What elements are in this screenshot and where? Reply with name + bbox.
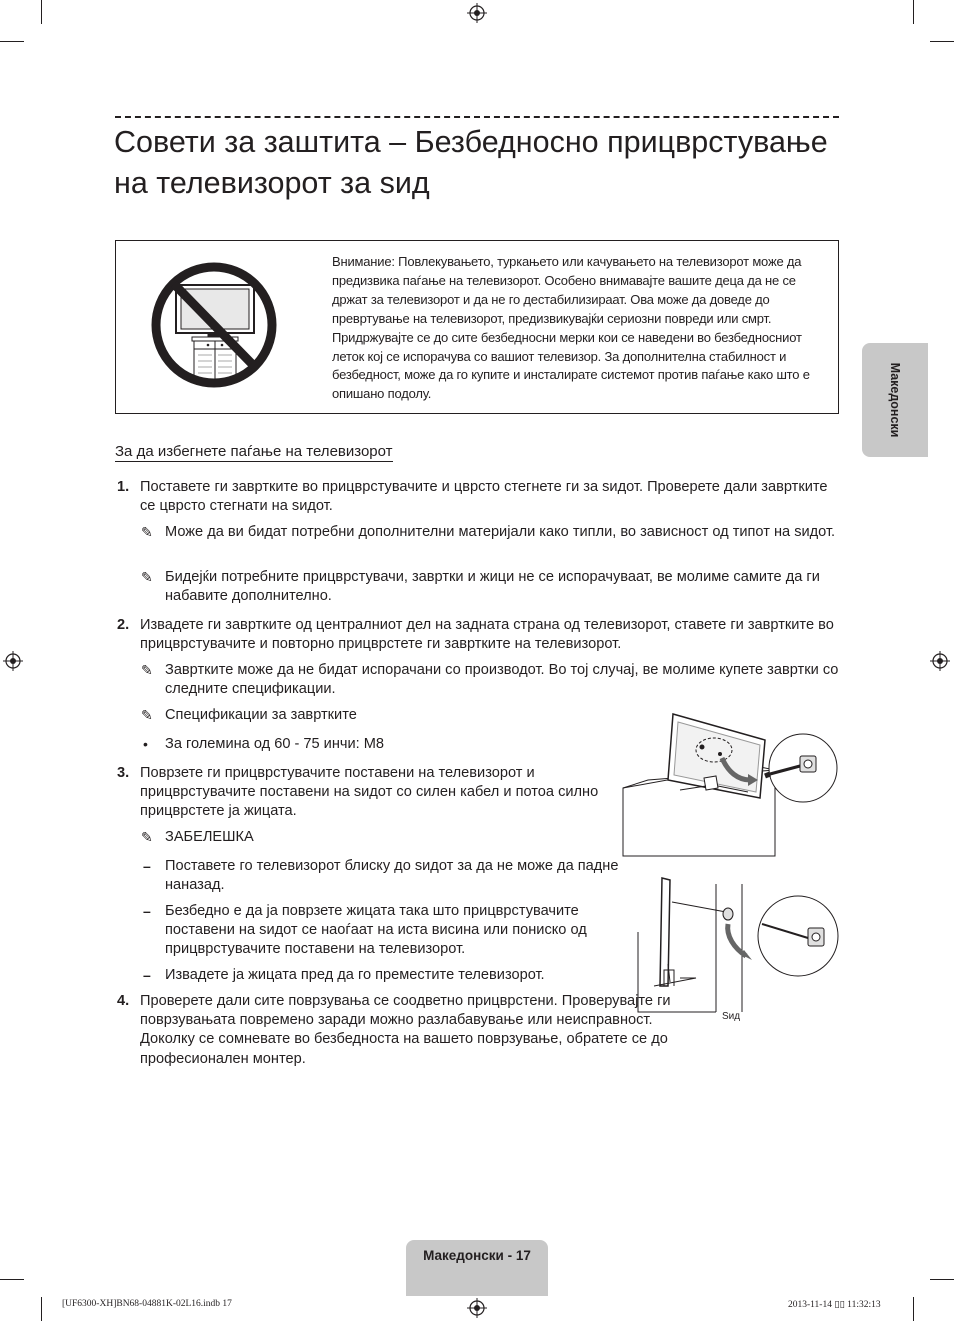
crop-mark — [913, 1297, 914, 1321]
bullet-text: За големина од 60 - 75 инчи: M8 — [165, 736, 385, 752]
dash-text: Поставете го телевизорот блиску до ѕидот за да не може да падне наназад. — [165, 858, 619, 894]
warning-box — [115, 240, 839, 414]
note-pencil-icon: ✎ — [141, 524, 153, 540]
note-text: Спецификации за завртките — [165, 707, 357, 723]
crop-mark — [41, 0, 42, 24]
registration-mark-icon — [467, 1298, 487, 1318]
step-text: Проверете дали сите поврзувања се соодветно прицврстени. Проверувајте ги поврзувањата повремено заради можно разлабавување или неисправност. Доколку се сомневате во безбедноста на вашето поврзување, обратете се до професионален монтер. — [140, 993, 671, 1067]
print-slug-left: [UF6300-XH]BN68-04881K-02L16.indb 17 — [62, 1299, 232, 1309]
crop-mark — [913, 0, 914, 24]
title-dashed-rule — [115, 116, 839, 118]
wall-label: Ѕид — [722, 1011, 741, 1022]
language-side-tab-label: Македонски — [888, 362, 902, 438]
page-footer-tab — [406, 1240, 548, 1296]
crop-mark — [0, 1279, 24, 1280]
step-number: 2. — [117, 617, 130, 633]
language-side-tab — [862, 343, 928, 457]
registration-mark-icon — [930, 651, 950, 671]
print-slug-right: 2013-11-14 ▯▯ 11:32:13 — [788, 1300, 881, 1310]
step-text: Поставете ги завртките во прицврстувачите и цврсто стегнете ги за ѕидот. Проверете дали завртките се цврсто стегнати на ѕидот. — [140, 479, 828, 515]
tv-wall-side-illustration — [634, 874, 844, 1014]
no-climbing-tv-icon — [150, 259, 280, 391]
note-pencil-icon: ✎ — [141, 569, 153, 585]
note-text: Завртките може да не бидат испорачани со производот. Во тој случај, ве молиме купете завртки со следните спецификации. — [165, 662, 839, 698]
dash-icon: – — [143, 858, 151, 874]
note-pencil-icon: ✎ — [141, 829, 153, 845]
dash-icon: – — [143, 967, 151, 983]
page-number: Македонски - 17 — [423, 1248, 531, 1263]
step-number: 3. — [117, 765, 130, 781]
note-text: Бидејќи потребните прицврстувачи, завртки и жици не се испорачуваат, ве молиме самите да ги набавите дополнително. — [165, 569, 820, 605]
note-text: Може да ви бидат потребни дополнителни материјали како типли, во зависност од типот на ѕидот. — [165, 524, 836, 540]
tv-bracket-illustration — [620, 710, 840, 860]
step-number: 1. — [117, 479, 130, 495]
dash-text: Безбедно е да ја поврзете жицата така што прицврстувачите поставени на ѕидот се наоѓаат на иста висина или пониско од прицврстувачите поставени на телевизорот. — [165, 903, 587, 958]
note-pencil-icon: ✎ — [141, 707, 153, 723]
page-title: Совети за заштита – Безбедносно прицврстување на телевизорот за ѕид — [114, 125, 828, 200]
registration-mark-icon — [3, 651, 23, 671]
crop-mark — [930, 41, 954, 42]
dash-text: Извадете ја жицата пред да го преместите телевизорот. — [165, 967, 545, 983]
step-text: Поврзете ги прицврстувачите поставени на телевизорот и прицврстувачите поставени на ѕидот со силен кабел и потоа силно прицврстете ја жицата. — [140, 765, 599, 820]
registration-mark-icon — [467, 3, 487, 23]
crop-mark — [0, 41, 24, 42]
section-heading: За да избегнете паѓање на телевизорот — [115, 443, 393, 460]
note-pencil-icon: ✎ — [141, 662, 153, 678]
note-label: ЗАБЕЛЕШКА — [165, 829, 254, 845]
step-text: Извадете ги завртките од централниот дел на задната страна од телевизорот, ставете ги завртките во прицврстувачите и повторно прицврстете ги завртките на телевизорот. — [140, 617, 834, 653]
crop-mark — [930, 1279, 954, 1280]
crop-mark — [41, 1297, 42, 1321]
warning-text: Внимание: Повлекувањето, туркањето или качувањето на телевизорот може да предизвика паѓање на телевизорот. Особено внимавајте вашите деца да не се држат за телевизорот и да не го дестабилизираат. Ова може да доведе до превртување на телевизорот, предизвикувајќи сериозни повреди или смрт. Придржувајте се до сите безбедносни мерки кои се наведени во безбедносниот леток кој се испорачува со вашиот телевизор. За дополнителна стабилност и безбедност, може да го купите и инсталирате системот против паѓање како што е опишано подолу. — [332, 254, 810, 402]
step-number: 4. — [117, 993, 130, 1009]
dash-icon: – — [143, 903, 151, 919]
bullet-icon: • — [143, 736, 148, 752]
